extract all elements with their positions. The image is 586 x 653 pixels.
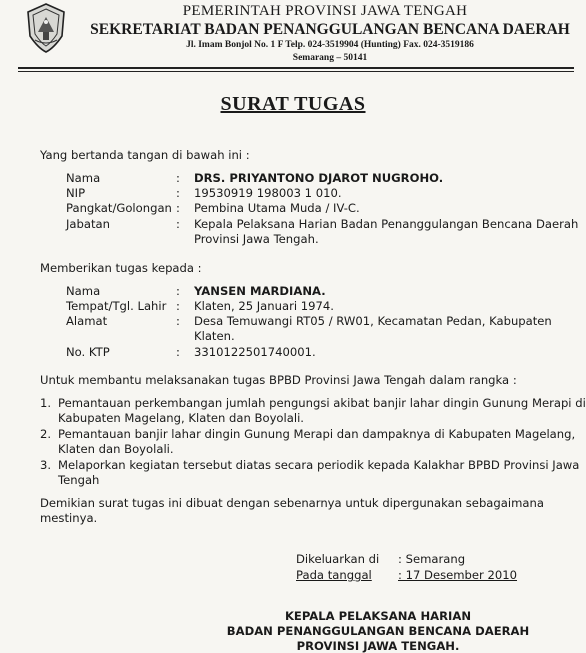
signature-title-line2: BADAN PENANGGULANGAN BENCANA DAERAH xyxy=(226,624,530,638)
task-item-cont: Tengah xyxy=(58,473,100,487)
signer-nip-label: NIP xyxy=(66,186,86,200)
signer-nip: 19530919 198003 1 010. xyxy=(194,186,342,200)
signer-position: Kepala Pelaksana Harian Badan Penanggulangan Bencana Daerah xyxy=(194,217,579,231)
signer-position-cont: Provinsi Jawa Tengah. xyxy=(194,232,319,246)
task-item-cont: Klaten dan Boyolali. xyxy=(58,442,174,456)
issued-place-label: Dikeluarkan di xyxy=(296,552,380,566)
signature-title-line1: KEPALA PELAKSANA HARIAN xyxy=(284,609,472,623)
issued-date: : 17 Desember 2010 xyxy=(398,568,518,582)
signer-name: DRS. PRIYANTONO DJAROT NUGROHO. xyxy=(194,171,444,185)
task-item-cont: Kabupaten Magelang, Klaten dan Boyolali. xyxy=(58,411,304,425)
task-number: 3. xyxy=(40,458,52,472)
letterhead-agency: SEKRETARIAT BADAN PENANGGULANGAN BENCANA DAERAH xyxy=(90,21,570,38)
issued-date-label: Pada tanggal xyxy=(296,568,372,582)
task-item: Melaporkan kegiatan tersebut diatas secara periodik kepada Kalakhar BPBD Provinsi Jawa xyxy=(58,458,580,472)
letterhead-divider xyxy=(18,67,574,69)
colon: : xyxy=(176,284,180,298)
task-item: Pemantauan perkembangan jumlah pengungsi akibat banjir lahar dingin Gunung Merapi di xyxy=(58,396,586,410)
document-title: SURAT TUGAS xyxy=(220,93,366,115)
colon: : xyxy=(176,186,180,200)
assignee-address: Desa Temuwangi RT05 / RW01, Kecamatan Pedan, Kabupaten xyxy=(194,314,552,328)
letterhead-address: Jl. Imam Bonjol No. 1 F Telp. 024-3519904 (Hunting) Fax. 024-3519186 xyxy=(186,40,474,50)
assignee-name: YANSEN MARDIANA. xyxy=(194,284,326,298)
assign-intro: Memberikan tugas kepada : xyxy=(40,261,202,275)
assignee-birth: Klaten, 25 Januari 1974. xyxy=(194,299,334,313)
signer-rank-label: Pangkat/Golongan xyxy=(66,201,172,215)
task-number: 2. xyxy=(40,427,52,441)
issued-place: : Semarang xyxy=(398,552,466,566)
signature-title-line3: PROVINSI JAWA TENGAH. xyxy=(296,639,460,653)
assignee-name-label: Nama xyxy=(66,284,101,298)
intro-text: Yang bertanda tangan di bawah ini : xyxy=(40,148,250,162)
signer-name-label: Nama xyxy=(66,171,101,185)
assignee-address-cont: Klaten. xyxy=(194,329,235,343)
closing-text-cont: mestinya. xyxy=(40,511,98,525)
closing-text: Demikian surat tugas ini dibuat dengan sebenarnya untuk dipergunakan sebagaimana xyxy=(40,496,544,510)
assignee-ktp: 3310122501740001. xyxy=(194,345,316,359)
assignee-ktp-label: No. KTP xyxy=(66,345,110,359)
letterhead-divider-thin xyxy=(18,71,574,72)
colon: : xyxy=(176,345,180,359)
signer-position-label: Jabatan xyxy=(66,217,110,231)
letterhead-city: Semarang – 50141 xyxy=(292,53,368,63)
colon: : xyxy=(176,201,180,215)
colon: : xyxy=(176,299,180,313)
colon: : xyxy=(176,314,180,328)
task-item: Pemantauan banjir lahar dingin Gunung Merapi dan dampaknya di Kabupaten Magelang, xyxy=(58,427,576,441)
task-number: 1. xyxy=(40,396,52,410)
colon: : xyxy=(176,171,180,185)
assignee-birth-label: Tempat/Tgl. Lahir xyxy=(66,299,167,313)
assignee-address-label: Alamat xyxy=(66,314,108,328)
purpose-intro: Untuk membantu melaksanakan tugas BPBD Provinsi Jawa Tengah dalam rangka : xyxy=(40,373,517,387)
province-emblem-icon xyxy=(24,2,68,54)
letterhead-government: PEMERINTAH PROVINSI JAWA TENGAH xyxy=(182,3,468,19)
colon: : xyxy=(176,217,180,231)
signer-rank: Pembina Utama Muda / IV-C. xyxy=(194,201,360,215)
